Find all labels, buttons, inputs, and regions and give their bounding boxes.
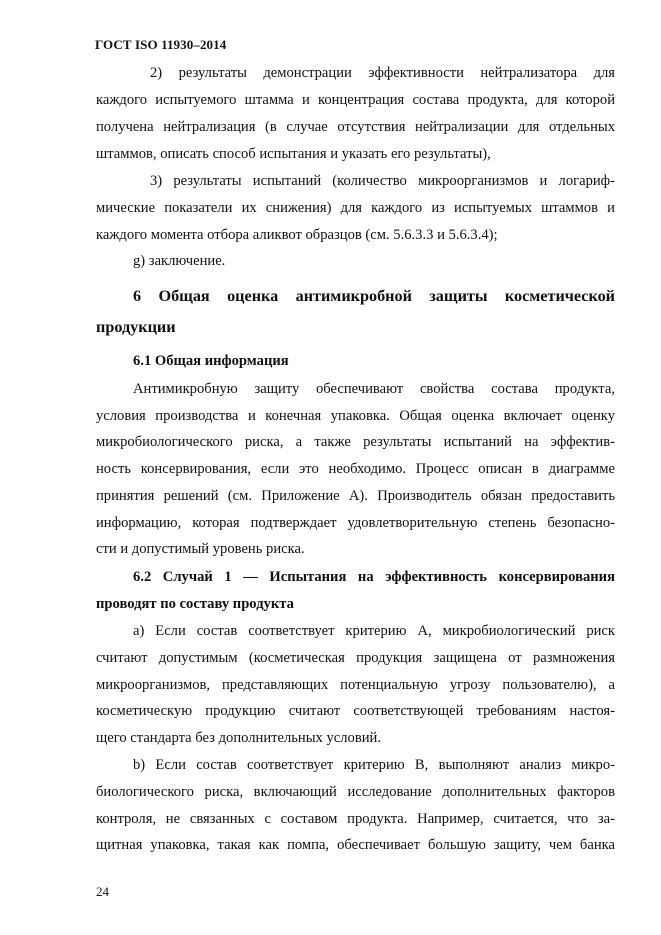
section-heading: 6 Общая оценка антимикробной защиты косметической — [133, 287, 615, 305]
text-line: штаммов, описать способ испытания и указать его результаты), — [96, 146, 491, 162]
text-line: микроорганизмов, представляющих потенциальную угрозу пользователю), а — [96, 677, 615, 693]
text-line: каждого испытуемого штамма и концентрация состава продукта, для которой — [96, 92, 615, 108]
section-heading-cont: продукции — [96, 318, 176, 336]
text-line: щего стандарта без дополнительных условий. — [96, 730, 381, 746]
text-line: информацию, которая подтверждает удовлетворительную степень безопасно- — [96, 515, 615, 531]
subsection-heading: 6.1 Общая информация — [133, 353, 289, 369]
text-line: а) Если состав соответствует критерию А, микробиологический риск — [133, 623, 615, 639]
text-line: b) Если состав соответствует критерию В, выполняют анализ микро- — [133, 757, 615, 773]
text-line: 3) результаты испытаний (количество микроорганизмов и логариф- — [150, 173, 615, 189]
document-header: ГОСТ ISO 11930–2014 — [95, 37, 227, 52]
text-line: щитная упаковка, такая как помпа, обеспечивает большую защиту, чем банка — [96, 837, 615, 853]
text-line: Антимикробную защиту обеспечивают свойства состава продукта, — [133, 381, 615, 397]
text-line: ность консервирования, если это необходимо. Процесс описан в диаграмме — [96, 461, 615, 477]
subsection-heading-cont: проводят по составу продукта — [96, 596, 294, 612]
text-line: контроля, не связанных с составом продукта. Например, считается, что за- — [96, 811, 615, 827]
page-number: 24 — [96, 884, 109, 899]
text-line: принятия решений (см. Приложение А). Производитель обязан предоставить — [96, 488, 615, 504]
text-line: сти и допустимый уровень риска. — [96, 541, 305, 557]
subsection-heading: 6.2 Случай 1 — Испытания на эффективность консервирования — [133, 569, 615, 585]
text-line: биологического риска, включающий исследование дополнительных факторов — [96, 784, 615, 800]
text-line: косметическую продукцию считают соответствующей требованиям настоя- — [96, 703, 615, 719]
text-line: g) заключение. — [133, 253, 226, 269]
text-line: 2) результаты демонстрации эффективности нейтрализатора для — [150, 65, 615, 81]
text-line: получена нейтрализация (в случае отсутствия нейтрализации для отдельных — [96, 119, 615, 135]
text-line: считают допустимым (косметическая продукция защищена от размножения — [96, 650, 615, 666]
text-line: микробиологического риска, а также результаты испытаний на эффектив- — [96, 434, 615, 450]
text-line: условия производства и конечная упаковка. Общая оценка включает оценку — [96, 408, 615, 424]
text-line: мические показатели их снижения) для каждого из испытуемых штаммов и — [96, 200, 615, 216]
text-line: каждого момента отбора аликвот образцов (см. 5.6.3.3 и 5.6.3.4); — [96, 227, 498, 243]
